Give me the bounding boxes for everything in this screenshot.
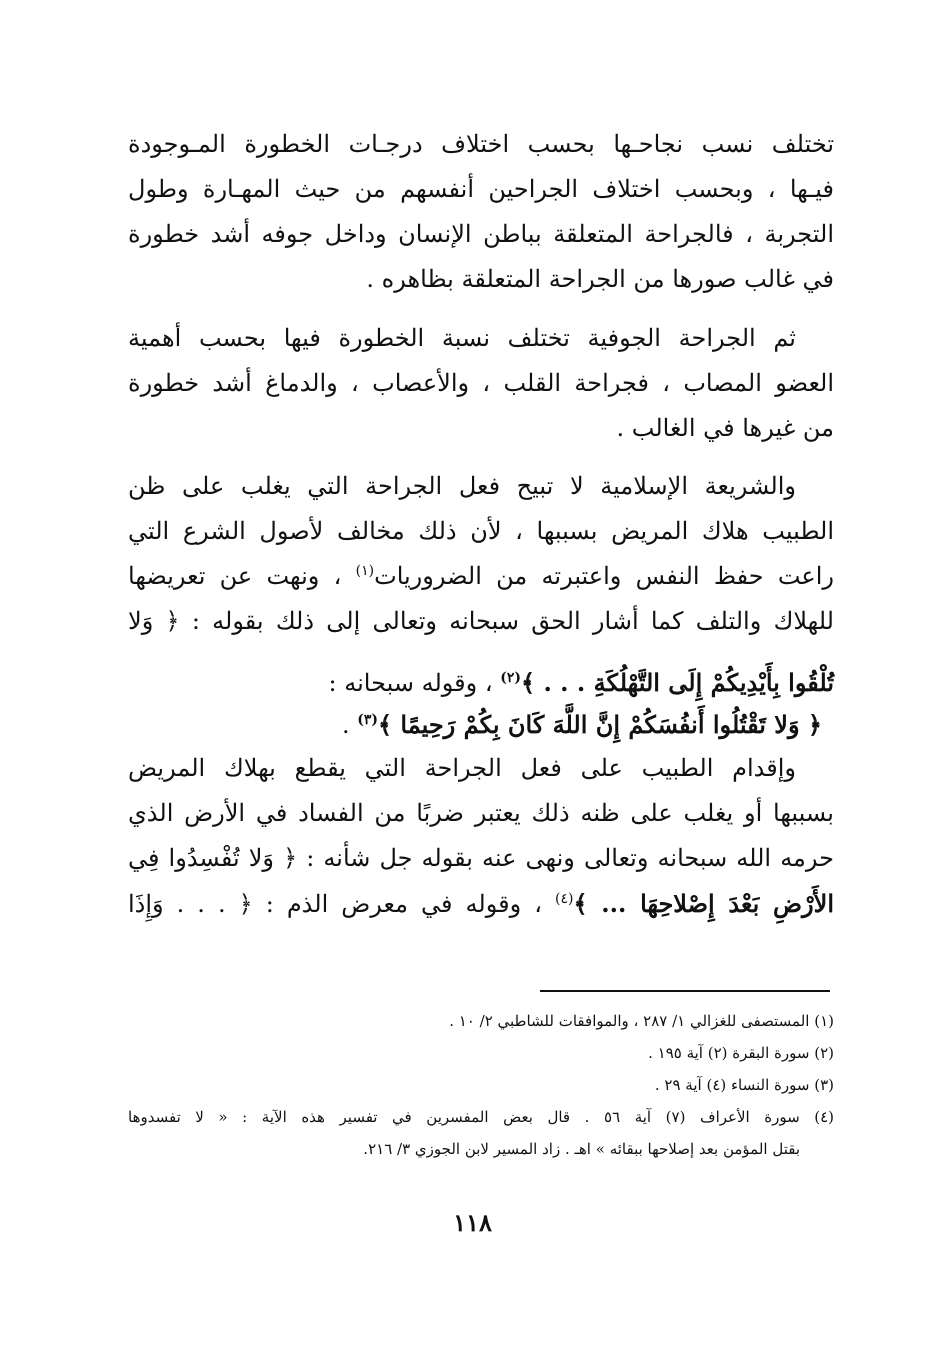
paragraph-line: التجربة ، فالجراحة المتعلقة بباطن الإنسان وداخل جوفه أشد خطورة — [128, 220, 834, 248]
paragraph-line-with-ref — [128, 554, 834, 599]
paragraph-text: ، ونهت عن تعريضها — [128, 562, 356, 590]
paragraph-line: فيـها ، وبحسب اختلاف الجراحين أنفسهم من حيث المهـارة وطول — [128, 175, 834, 203]
footnote-4-continuation: بقتل المؤمن بعد إصلاحها ببقائه » اهـ . زاد المسير لابن الجوزي ٣/ ٢١٦. — [363, 1140, 800, 1158]
paragraph-4 — [128, 746, 834, 926]
paragraph-line: العضو المصاب ، فجراحة القلب ، والأعصاب ، والدماغ أشد خطورة — [128, 369, 834, 397]
paragraph-line: ثم الجراحة الجوفية تختلف نسبة الخطورة فيها بحسب أهمية — [128, 324, 796, 352]
paragraph-3 — [128, 464, 834, 644]
paragraph-2 — [128, 316, 834, 451]
footnote-ref-3: (٣) — [357, 712, 378, 728]
paragraph-text: راعت حفظ النفس واعتبرته من الضروريات — [374, 562, 834, 590]
paragraph-line: حرمه الله سبحانه وتعالى ونهى عنه بقوله جل شأنه : ﴿ وَلا تُفْسِدُوا فِي — [128, 844, 834, 872]
footnote-3: (٣) سورة النساء (٤) آية ٢٩ . — [654, 1076, 834, 1094]
paragraph-1 — [128, 122, 834, 302]
footnote-ref-1: (١) — [355, 563, 375, 579]
footnote-separator — [540, 990, 830, 992]
verse-connector: ، وقوله سبحانه : — [328, 669, 501, 697]
paragraph-line: وإقدام الطبيب على فعل الجراحة التي يقطع بهلاك المريض — [128, 754, 796, 782]
paragraph-line: في غالب صورها من الجراحة المتعلقة بظاهره . — [366, 265, 834, 293]
paragraph-line: والشريعة الإسلامية لا تبيح فعل الجراحة التي يغلب على ظن — [128, 472, 796, 500]
paragraph-line: من غيرها في الغالب . — [616, 414, 834, 442]
footnote-ref-2: (٢) — [500, 670, 522, 686]
footnote-4: (٤) سورة الأعراف (٧) آية ٥٦ . قال بعض المفسرين في تفسير هذه الآية : « لا تفسدوها — [128, 1108, 835, 1126]
paragraph-line: للهلاك والتلف كما أشار الحق سبحانه وتعالى إلى ذلك بقوله : ﴿ وَلا — [128, 607, 834, 635]
paragraph-line: تختلف نسب نجاحـها بحسب اختلاف درجـات الخطورة المـوجودة — [128, 130, 834, 158]
paragraph-text: ، وقوله في معرض الذم : ﴿ . . . وَإِذَا — [128, 890, 555, 918]
paragraph-line-with-ref — [128, 881, 834, 926]
verse-line-1 — [128, 660, 834, 706]
paragraph-line: بسببها أو يغلب على ظنه ذلك يعتبر ضربًا من الفساد في الأرض الذي — [128, 799, 834, 827]
verse-line-2 — [128, 702, 834, 748]
quran-verse: تُلْقُوا بِأَيْدِيكُمْ إِلَى التَّهْلُكَةِ . . . ﴾ — [521, 668, 834, 697]
verse-connector: . — [341, 711, 358, 739]
paragraph-line: الطبيب هلاك المريض بسببها ، لأن ذلك مخالف لأصول الشرع التي — [128, 517, 834, 545]
quran-verse: ﴿ وَلا تَقْتُلُوا أَنفُسَكُمْ إِنَّ اللَّهَ كَانَ بِكُمْ رَحِيمًا ﴾ — [377, 710, 822, 739]
quran-verse: الأَرْضِ بَعْدَ إِصْلاحِهَا ... ﴾ — [573, 889, 834, 918]
footnote-ref-4: (٤) — [554, 891, 574, 907]
footnote-2: (٢) سورة البقرة (٢) آية ١٩٥ . — [648, 1044, 834, 1062]
footnotes — [128, 1005, 834, 1165]
footnote-1: (١) المستصفى للغزالي ١/ ٢٨٧ ، والموافقات للشاطبي ٢/ ١٠ . — [449, 1012, 834, 1030]
page-number: ١١٨ — [453, 1208, 492, 1237]
